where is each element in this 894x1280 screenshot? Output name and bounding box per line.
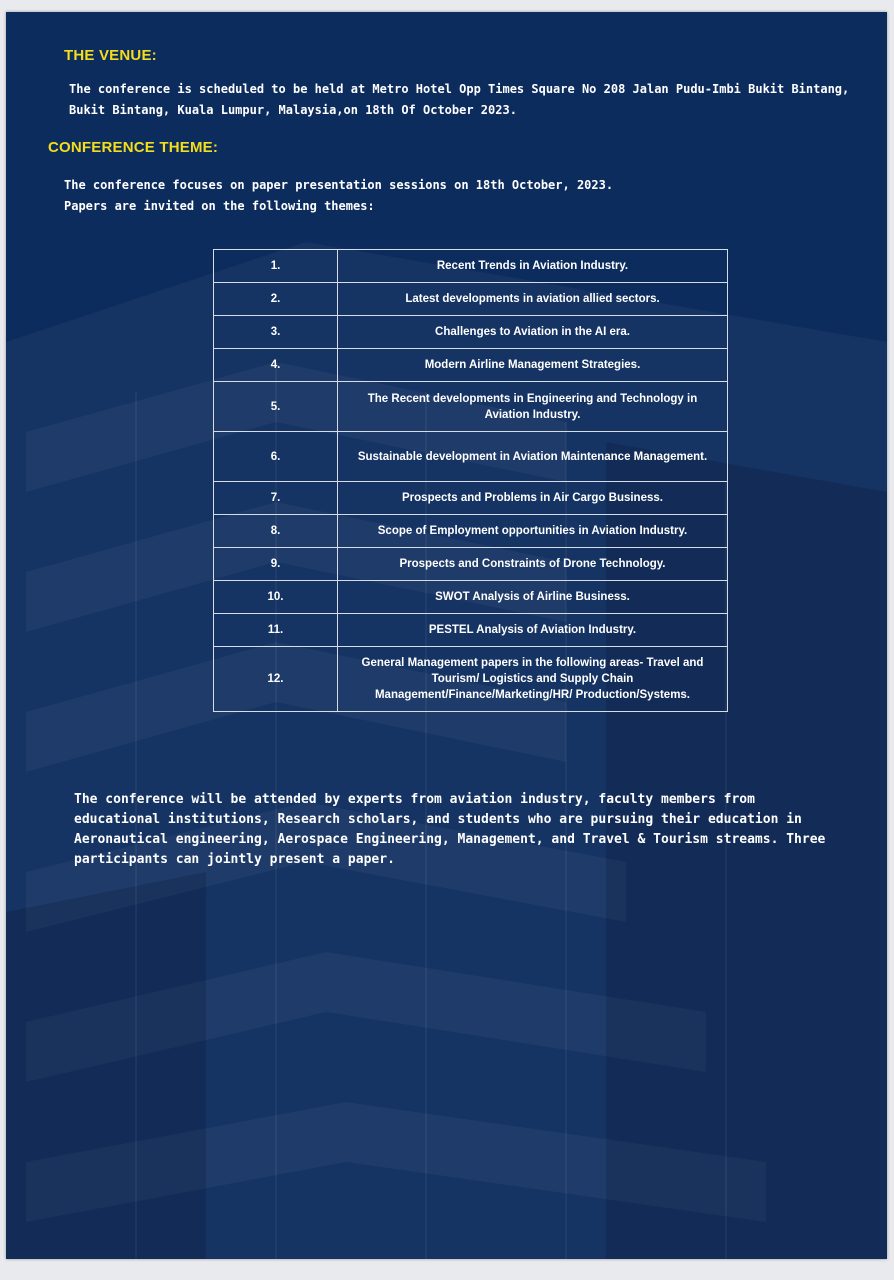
theme-title: The Recent developments in Engineering and Technology in Aviation Industry. [338,382,728,432]
theme-title: Challenges to Aviation in the AI era. [338,316,728,349]
theme-title: Modern Airline Management Strategies. [338,349,728,382]
table-row [214,316,728,349]
closing-paragraph: The conference will be attended by experts from aviation industry, faculty members from educational institutions, Research scholars, and students who are pursuing their education in Aeronautical engineering, Aerospace Engineering, Management, and Travel & Tourism streams. Three participants can jointly present a paper. [74,792,826,867]
theme-number: 12. [214,647,338,712]
theme-number: 10. [214,581,338,614]
theme-title: Latest developments in aviation allied sectors. [338,283,728,316]
theme-number: 4. [214,349,338,382]
theme-number: 8. [214,515,338,548]
theme-number: 7. [214,482,338,515]
table-row [214,548,728,581]
theme-number: 1. [214,250,338,283]
brochure-page [6,12,887,1259]
themes-table [213,249,728,712]
theme-number: 3. [214,316,338,349]
table-row [214,482,728,515]
venue-heading: THE VENUE: [64,47,157,64]
table-row [214,382,728,432]
table-row [214,250,728,283]
table-row [214,349,728,382]
theme-number: 5. [214,382,338,432]
theme-number: 9. [214,548,338,581]
theme-number: 11. [214,614,338,647]
theme-title: Scope of Employment opportunities in Aviation Industry. [338,515,728,548]
theme-title: General Management papers in the following areas- Travel and Tourism/ Logistics and Supply Chain Management/Finance/Marketing/HR/ Production/Systems. [338,647,728,712]
table-row [214,515,728,548]
theme-number: 6. [214,432,338,482]
theme-title: Sustainable development in Aviation Maintenance Management. [338,432,728,482]
theme-number: 2. [214,283,338,316]
theme-title: Prospects and Constraints of Drone Technology. [338,548,728,581]
theme-intro-line-1: The conference focuses on paper presentation sessions on 18th October, 2023. [64,178,614,192]
theme-title: PESTEL Analysis of Aviation Industry. [338,614,728,647]
conference-theme-heading: CONFERENCE THEME: [48,139,219,156]
venue-text: The conference is scheduled to be held at Metro Hotel Opp Times Square No 208 Jalan Pudu-Imbi Bukit Bintang, Bukit Bintang, Kuala Lumpur, Malaysia,on 18th Of October 2023. [69,82,850,117]
theme-title: Prospects and Problems in Air Cargo Business. [338,482,728,515]
theme-intro-line-2: Papers are invited on the following themes: [64,199,375,213]
table-row [214,581,728,614]
table-row [214,432,728,482]
table-row [214,283,728,316]
theme-title: SWOT Analysis of Airline Business. [338,581,728,614]
theme-title: Recent Trends in Aviation Industry. [338,250,728,283]
table-row [214,647,728,712]
theme-intro [64,175,664,217]
table-row [214,614,728,647]
